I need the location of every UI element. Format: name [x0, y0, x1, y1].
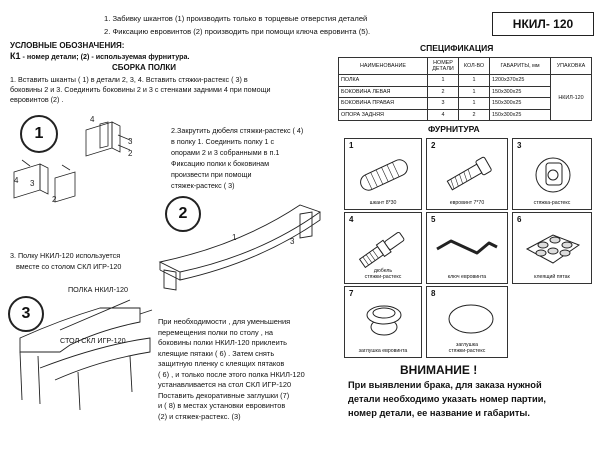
part-label-4b: 4 [14, 176, 19, 185]
part-label-4: 4 [90, 115, 95, 124]
desk-drawing [0, 0, 180, 450]
shelf-name: ПОЛКА НКИЛ-120 [68, 285, 129, 294]
note-line: устанавливается на стол СКЛ ИГР-120 [158, 380, 292, 389]
hardware-item-3 [512, 138, 592, 210]
spec-name: ПОЛКА [339, 75, 428, 87]
step3-line2: вместе со столом СКЛ ИГР-120 [16, 262, 122, 271]
spec-header: НАИМЕНОВАНИЕ [339, 58, 428, 75]
step1-line2: боковины 2 и 3. Соединить боковины 2 и 3 с стенками задними 4 при помощи [10, 85, 271, 94]
spec-size: 1200х370х25 [490, 75, 551, 87]
step1-badge: 1 [20, 115, 58, 153]
spec-num: 2 [428, 86, 459, 98]
hw-caption: заглушка евровинта [358, 348, 408, 354]
step1-line3: евровинтов (2) . [10, 95, 64, 104]
note-line: боковины полки НКИЛ-120 приклеить [158, 338, 287, 347]
step2-line1: 2.Закрутить дюбеля стяжки-растекс ( 4) [171, 126, 304, 135]
warning-line2: детали необходимо указать номер партии, [348, 394, 546, 404]
spec-title: СПЕЦИФИКАЦИЯ [420, 43, 494, 53]
warning-title: ВНИМАНИЕ ! [400, 363, 478, 377]
part-label-3a: 3 [128, 137, 133, 146]
installation-note [158, 317, 305, 422]
spec-qty: 1 [459, 98, 490, 110]
legend-title: УСЛОВНЫЕ ОБОЗНАЧЕНИЯ: [10, 41, 125, 50]
step3-badge: 3 [8, 296, 44, 332]
hardware-title: ФУРНИТУРА [428, 124, 480, 134]
note-line: При необходимости , для уменьшения [158, 317, 291, 326]
hardware-item-7 [344, 286, 422, 358]
note-line: ( 6) , и только после этого полка НКИЛ-120 [158, 369, 305, 379]
step2-line6: стяжек-растекс ( 3) [171, 181, 235, 190]
instruction-2: 2. Фиксацию евровинтов (2) производить при помощи ключа евровинта (5). [104, 27, 371, 36]
hw-num: 2 [431, 141, 436, 150]
part-label-2a: 2 [128, 149, 133, 158]
spec-name: БОКОВИНА ЛЕВАЯ [339, 86, 428, 98]
hardware-item-8 [426, 286, 508, 358]
hardware-item-4 [344, 212, 422, 284]
assembly-title: СБОРКА ПОЛКИ [112, 63, 176, 72]
model-title: НКИЛ- 120 [492, 12, 594, 36]
note-line: защитную пленку с клеящих пятаков [158, 359, 285, 368]
legend-text: - номер детали; (2) - используемая фурнитура. [20, 52, 190, 61]
spec-header: УПАКОВКА [551, 58, 592, 75]
hw-num: 4 [349, 215, 354, 224]
note-line: Поставить декоративные заглушки (7) [158, 390, 290, 400]
spec-header-row [339, 58, 592, 75]
hw-num: 6 [517, 215, 522, 224]
spec-qty: 1 [459, 75, 490, 87]
hardware-item-6 [512, 212, 592, 284]
hw-caption: клеящий пятак [534, 274, 570, 280]
note-line: и ( 8) в местах установки евровинтов [158, 401, 286, 410]
desk-name: СТОЛ СКЛ ИГР-120 [60, 336, 126, 345]
spec-qty: 2 [459, 109, 490, 121]
spec-size: 150х300х25 [490, 98, 551, 110]
note-line: (2) и стяжек-растекс. (3) [158, 411, 241, 421]
hw-num: 5 [431, 215, 436, 224]
hardware-item-1 [344, 138, 422, 210]
spec-qty: 1 [459, 86, 490, 98]
spec-num: 4 [428, 109, 459, 121]
hw-caption: стяжка-растекс [533, 200, 571, 206]
hw-caption: заглушка стяжки-растекс [448, 342, 486, 354]
step1-line1: 1. Вставить шканты ( 1) в детали 2, 3, 4. Вставить стяжки-растекс ( 3) в [10, 75, 248, 84]
spec-num: 3 [428, 98, 459, 110]
instruction-1: 1. Забивку шкантов (1) производить только в торцевые отверстия деталей [104, 14, 368, 23]
hardware-item-5 [426, 212, 508, 284]
warning-line1: При выявлении брака, для заказа нужной [348, 380, 542, 390]
legend-code: К1 [10, 51, 21, 61]
hw-num: 1 [349, 141, 354, 150]
warning-line3: номер детали, ее название и габариты. [348, 408, 530, 418]
spec-name: ОПОРА ЗАДНЯЯ [339, 109, 428, 121]
spec-package: НКИЛ-120 [551, 75, 592, 121]
table-row [339, 75, 592, 87]
hw-caption: ключ евровинта [447, 274, 487, 280]
hw-caption: евровинт 7*70 [449, 200, 485, 206]
step2-badge: 2 [165, 196, 201, 232]
spec-size: 150х300х25 [490, 109, 551, 121]
hw-num: 7 [349, 289, 354, 298]
spec-table [338, 57, 592, 121]
part-label-2b: 2 [52, 195, 57, 204]
hw-num: 3 [517, 141, 522, 150]
hw-num: 8 [431, 289, 436, 298]
note-line: перемещения полки по столу , на [158, 327, 274, 337]
spec-header: ГАБАРИТЫ, мм [490, 58, 551, 75]
step2-line5: произвести при помощи [171, 170, 252, 179]
spec-header: КОЛ-ВО [459, 58, 490, 75]
step2-line4: Фиксацию полки к боковинам [171, 159, 270, 168]
step3-line1: 3. Полку НКИЛ-120 используется [10, 251, 121, 260]
spec-name: БОКОВИНА ПРАВАЯ [339, 98, 428, 110]
step2-line2: в полку 1. Соединить полку 1 с [171, 137, 275, 146]
spec-num: 1 [428, 75, 459, 87]
spec-header: НОМЕР ДЕТАЛИ [428, 58, 459, 75]
shelf-label-1: 1 [232, 233, 237, 242]
hw-caption: дюбель стяжки-растекс [364, 268, 402, 280]
note-line: клеящие пятаки ( 6) . Затем снять [158, 348, 275, 358]
hardware-item-2 [426, 138, 508, 210]
spec-size: 150х300х25 [490, 86, 551, 98]
part-label-3b: 3 [30, 179, 35, 188]
hw-caption: шкант 8*30 [369, 200, 397, 206]
shelf-label-3: 3 [290, 237, 295, 246]
step2-line3: опорами 2 и 3 собранными в п.1 [171, 148, 280, 157]
